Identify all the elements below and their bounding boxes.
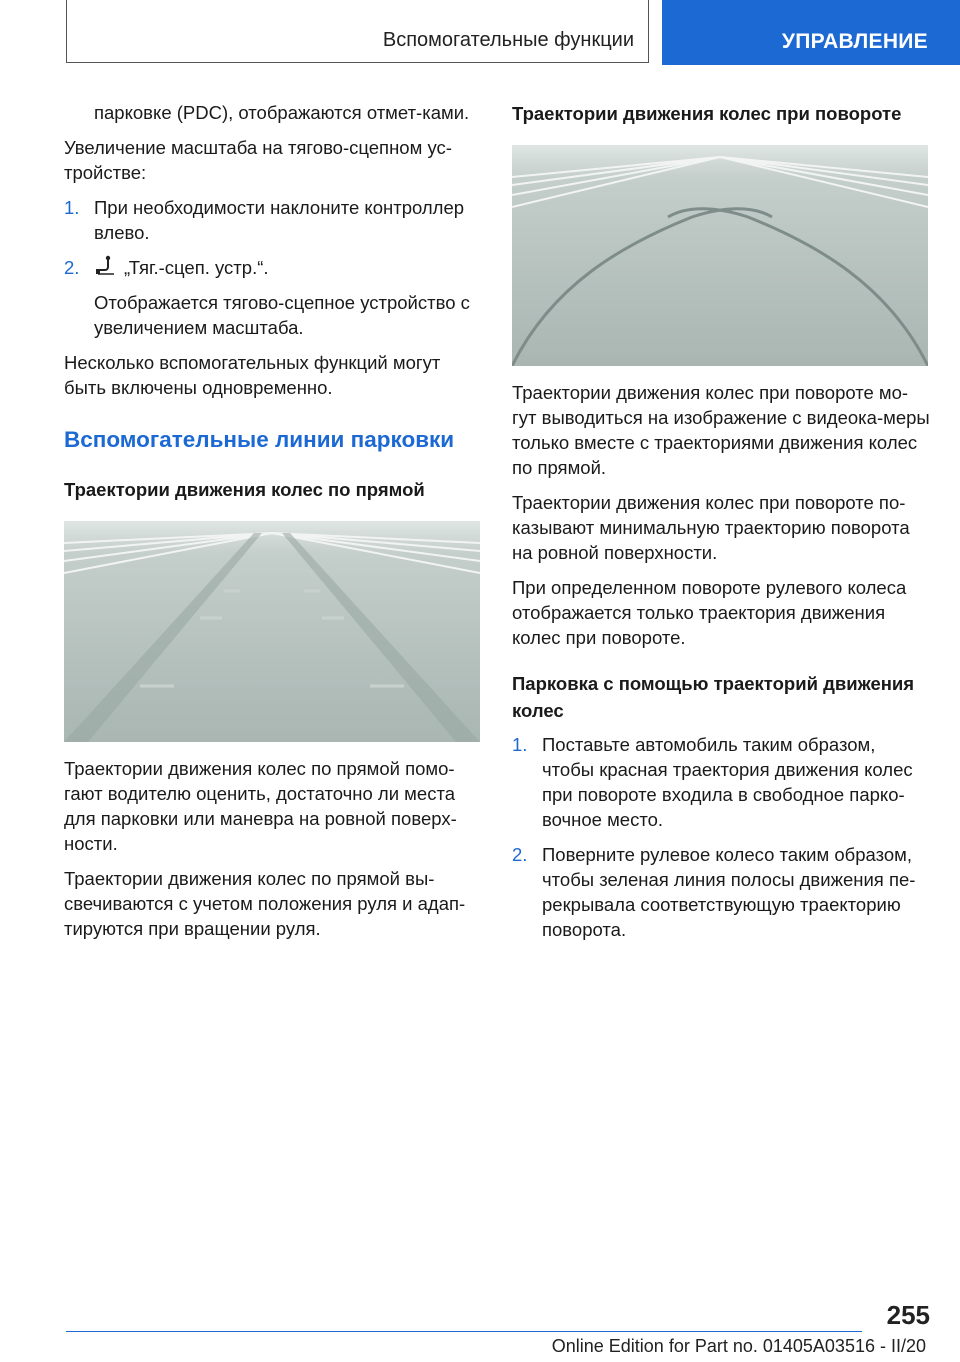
subheading-parking: Парковка с помощью траекторий движения колес	[512, 673, 915, 721]
continued-text: парковке (PDC), отображаются отмет-ками.	[94, 102, 470, 123]
zoom-intro: Увеличение масштаба на тягово-сцепном ус-тройстве:	[64, 137, 452, 183]
footer-divider	[66, 1331, 862, 1332]
page-number: 255	[886, 1300, 930, 1330]
header-section-title: Вспомогательные функции	[382, 29, 634, 51]
left-column	[64, 100, 484, 951]
parking-step-1	[512, 732, 932, 832]
step-2-result: Отображается тягово-сцепное устройство с увеличением масштаба.	[94, 292, 470, 338]
turn-paragraph-3: При определенном повороте рулевого колеса отображается только траектория движения колес при повороте.	[512, 577, 907, 648]
tow-hitch-icon	[94, 255, 118, 277]
footer-edition: Online Edition for Part no. 01405A03516 - II/20	[551, 1336, 926, 1356]
header-chapter-tab[interactable]	[662, 0, 960, 65]
header-section-box	[66, 0, 649, 63]
zoom-step-1	[64, 195, 484, 245]
step-text: „Тяг.-сцеп. устр.“.	[124, 257, 269, 278]
step-number: 2.	[64, 257, 80, 278]
step-text: Поверните рулевое колесо таким образом, чтобы зеленая линия полосы движения пе-рекрывала соответствующую траекторию поворота.	[542, 844, 916, 940]
section-title: Вспомогательные линии парковки	[64, 427, 455, 452]
subheading-turn: Траектории движения колес при повороте	[512, 103, 902, 124]
step-text: При необходимости наклоните контроллер влево.	[94, 197, 465, 243]
right-column	[512, 100, 932, 952]
turn-paragraph-2: Траектории движения колес при повороте по-казывают минимальную траекторию поворота на ровной поверхности.	[512, 492, 910, 563]
step-text: Поставьте автомобиль таким образом, чтобы красная траектория движения колес при повороте входила в свободное парко-вочное место.	[542, 734, 913, 830]
step-number: 1.	[512, 734, 528, 755]
header-chapter-title: УПРАВЛЕНИЕ	[781, 30, 928, 53]
turn-paragraph-1: Траектории движения колес при повороте мо-гут выводиться на изображение с видеока-меры только вместе с траекториями движения колес по прямой.	[512, 382, 930, 478]
straight-paragraph-1: Траектории движения колес по прямой помо-гают водителю оценить, достаточно ли места для парковки или маневра на ровной поверх-ности.	[64, 758, 457, 854]
step-content	[94, 255, 484, 280]
turn-paths-figure	[512, 145, 928, 366]
subheading-straight: Траектории движения колес по прямой	[64, 479, 425, 500]
step-number: 2.	[512, 844, 528, 865]
straight-paths-figure	[64, 521, 480, 742]
step-number: 1.	[64, 197, 80, 218]
zoom-step-2	[64, 255, 484, 280]
multi-functions-note: Несколько вспомогательных функций могут быть включены одновременно.	[64, 352, 441, 398]
straight-paragraph-2: Траектории движения колес по прямой вы-свечиваются с учетом положения руля и адап-тируются при вращении руля.	[64, 868, 466, 939]
parking-step-2	[512, 842, 932, 942]
